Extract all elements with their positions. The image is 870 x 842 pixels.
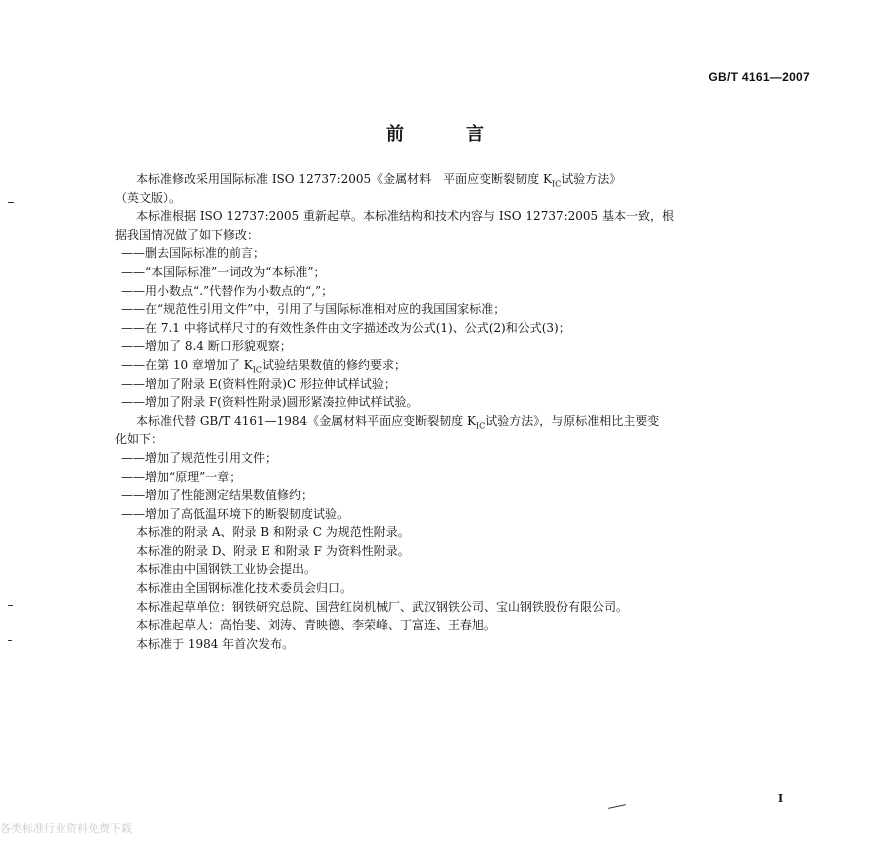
scan-mark (8, 605, 13, 606)
list-item: ——增加了规范性引用文件； (121, 450, 278, 465)
list-item: ——增加了附录 F(资料性附录)圆形紧凑拉伸试样试验。 (121, 395, 419, 410)
list-item: ——删去国际标准的前言； (121, 246, 266, 261)
scan-mark (8, 202, 14, 203)
paragraph-line: 据我国情况做了如下修改： (115, 227, 260, 242)
list-item: ——增加“原理”一章； (121, 469, 242, 484)
scan-mark (8, 640, 12, 641)
paragraph-line: 本标准由全国钢标准化技术委员会归口。 (136, 581, 353, 596)
page-title: 前 言 (386, 124, 506, 145)
paragraph-line: 本标准的附录 A、附录 B 和附录 C 为规范性附录。 (136, 525, 410, 540)
list-item: ——增加了高低温环境下的断裂韧度试验。 (121, 506, 350, 521)
paragraph-line: 本标准修改采用国际标准 ISO 12737:2005《金属材料 平面应变断裂韧度 $K_{IC}$试验方法》 (136, 172, 622, 189)
paragraph-line: 本标准起草单位：钢铁研究总院、国营红岗机械厂、武汉钢铁公司、宝山钢铁股份有限公司。 (136, 599, 629, 614)
scan-mark (608, 804, 626, 809)
list-item: ——增加了性能测定结果数值修约； (121, 488, 314, 503)
list-item: ——在“规范性引用文件”中，引用了与国际标准相对应的我国国家标准； (121, 302, 506, 317)
list-item: ——在第 10 章增加了 $K_{IC}$试验结果数值的修约要求； (121, 357, 406, 375)
watermark-text: 各类标准行业资料免费下载 (0, 822, 132, 835)
paragraph-line: 化如下： (115, 432, 164, 447)
list-item: ——增加了附录 E(资料性附录)C 形拉伸试样试验； (121, 376, 396, 391)
paragraph-line: 本标准的附录 D、附录 E 和附录 F 为资料性附录。 (136, 543, 410, 558)
paragraph-line: 本标准根据 ISO 12737:2005 重新起草。本标准结构和技术内容与 ISO 12737:2005 基本一致，根 (136, 209, 674, 224)
paragraph-line: 本标准由中国钢铁工业协会提出。 (136, 562, 317, 577)
list-item: ——增加了 8.4 断口形貌观察； (121, 339, 292, 354)
foreword-body (115, 170, 805, 653)
page-number: I (778, 792, 784, 805)
standard-number: GB/T 4161—2007 (708, 70, 810, 84)
list-item: ——“本国际标准”一词改为“本标准”； (121, 264, 326, 279)
paragraph-line: （英文版）。 (115, 190, 182, 205)
list-item: ——在 7.1 中将试样尺寸的有效性条件由文字描述改为公式(1)、公式(2)和公式(3)； (121, 320, 571, 335)
paragraph-line: 本标准于 1984 年首次发布。 (136, 636, 295, 651)
paragraph-line: 本标准起草人：高怡斐、刘涛、青映德、李荣峰、丁富连、王春旭。 (136, 618, 497, 633)
list-item: ——用小数点“.”代替作为小数点的“,”； (121, 283, 334, 298)
paragraph-line: 本标准代替 GB/T 4161—1984《金属材料平面应变断裂韧度 $K_{IC}$试验方法》，与原标准相比主要变 (136, 413, 660, 431)
